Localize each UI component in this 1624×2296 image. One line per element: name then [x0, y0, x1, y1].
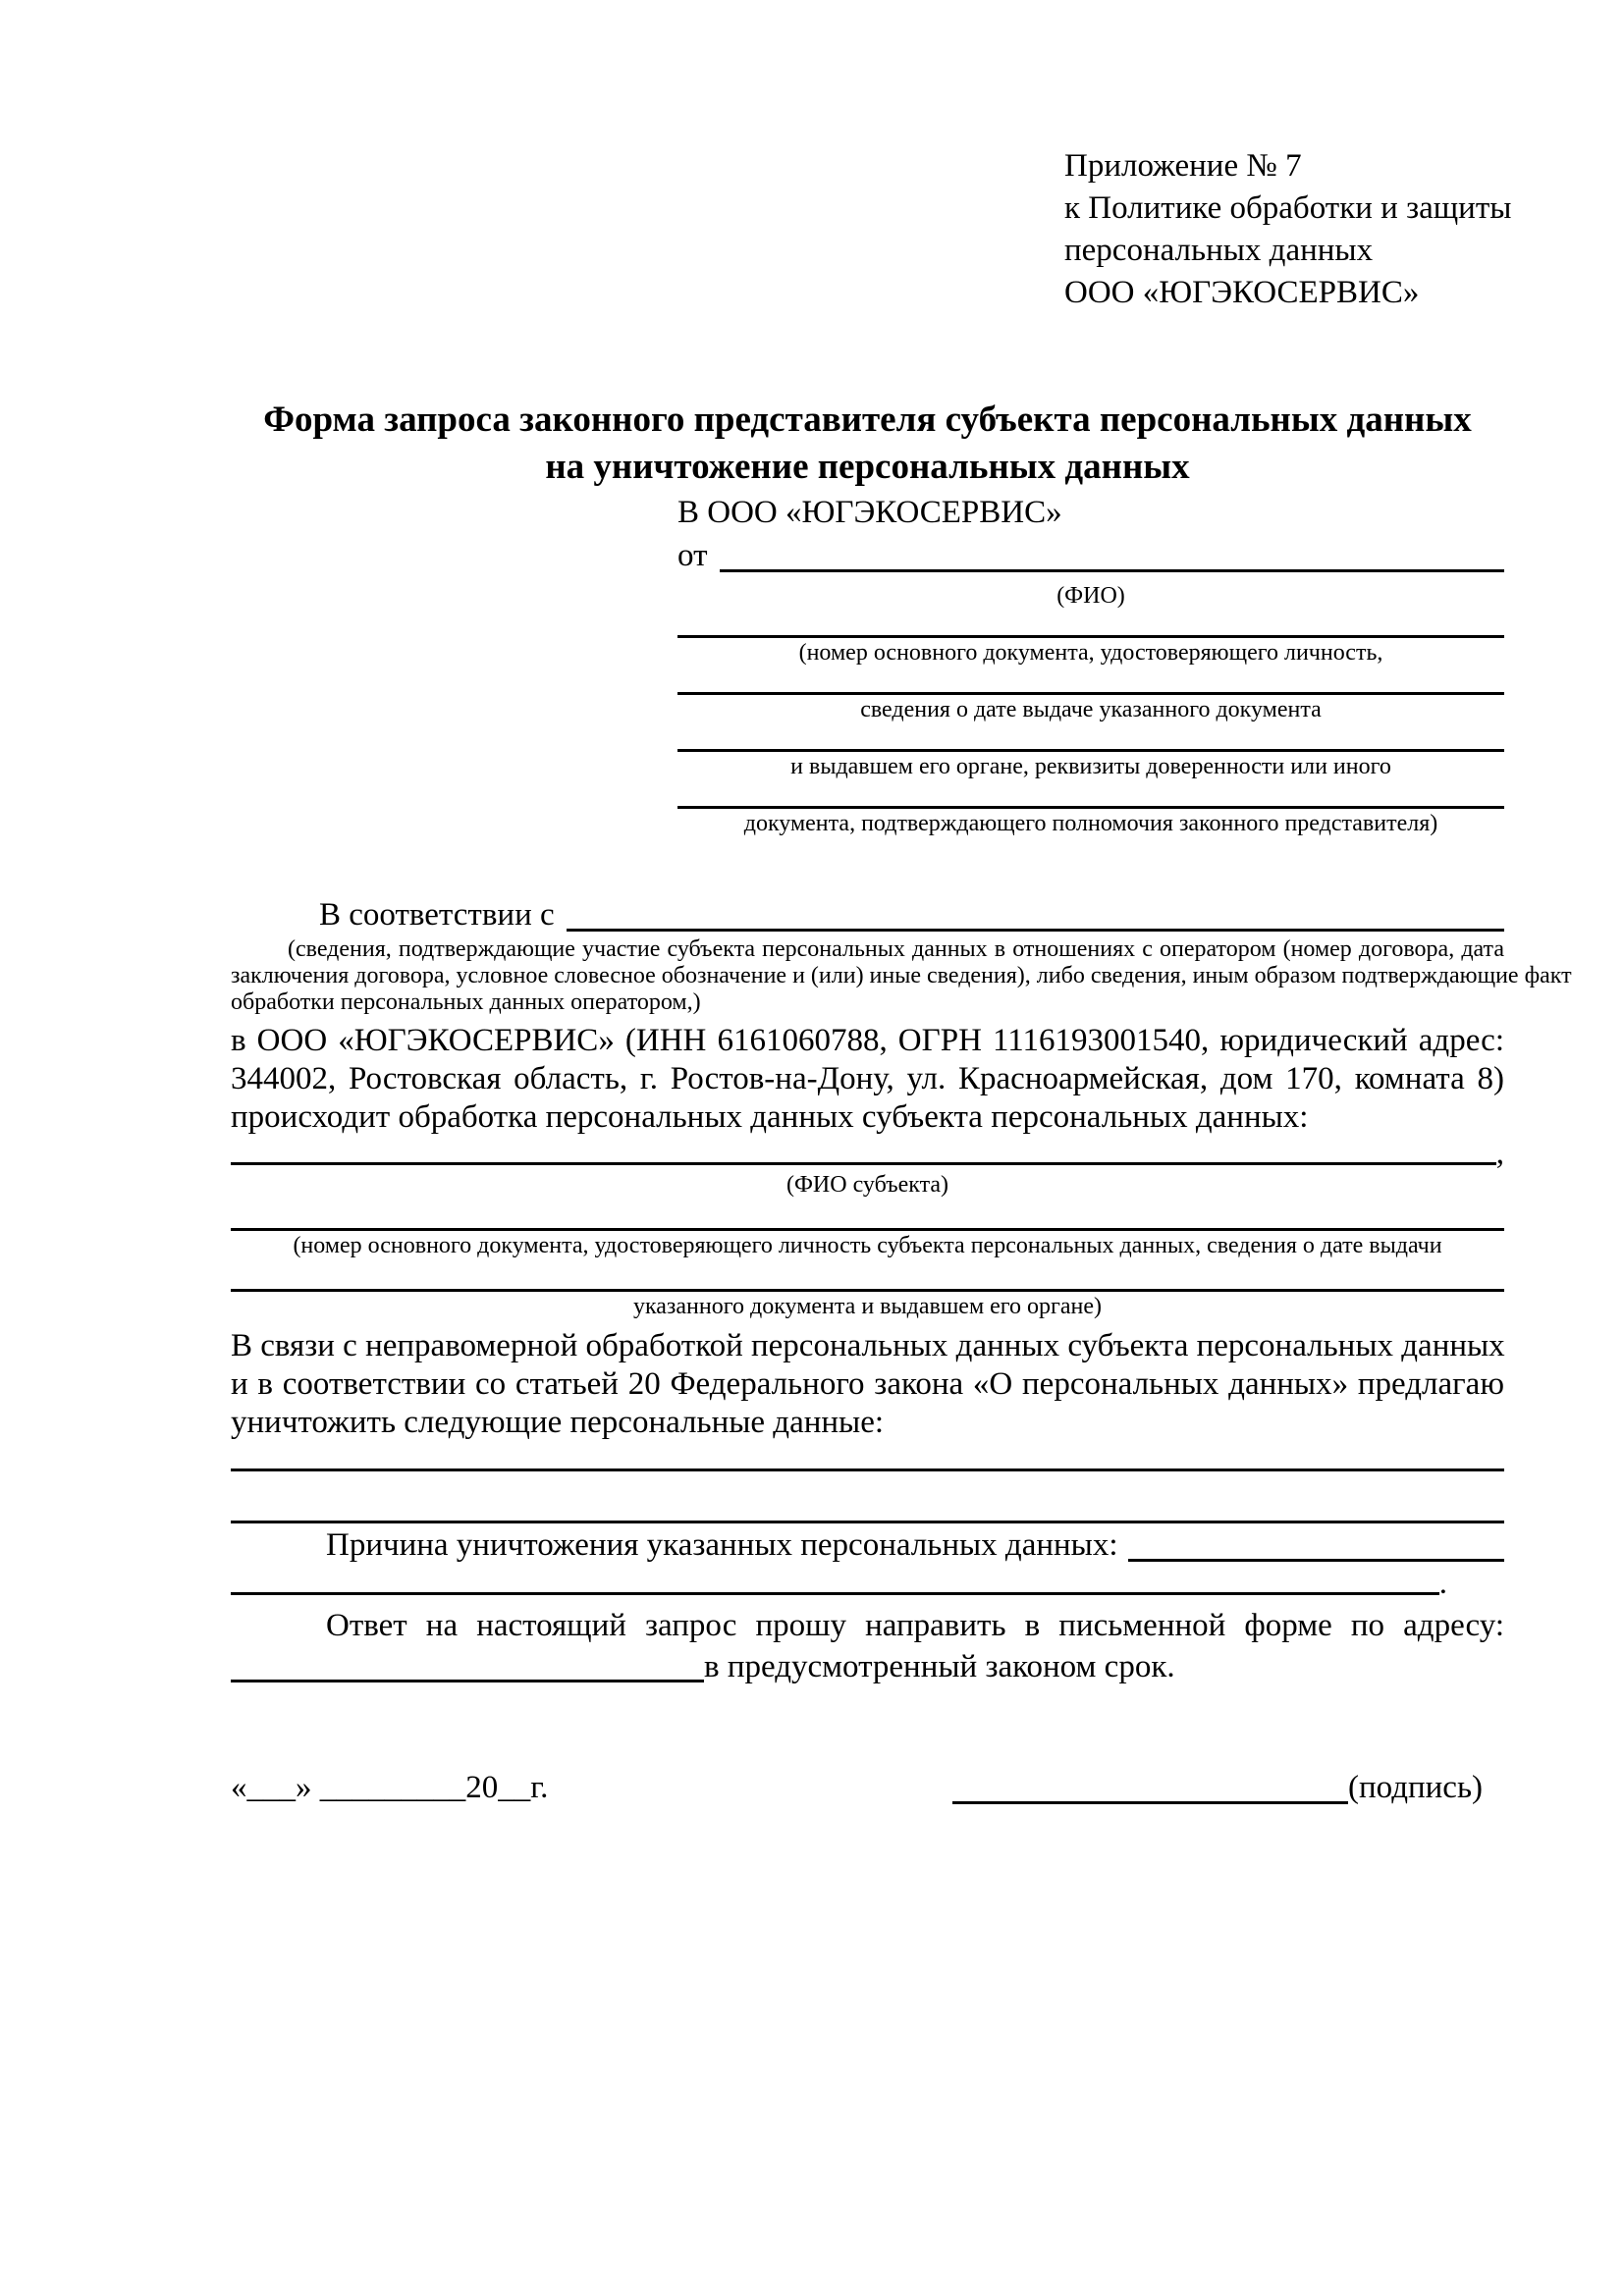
date-line: «___» _________20__г.	[231, 1770, 549, 1805]
reply-tail: в предусмотренный законом срок.	[704, 1649, 1175, 1684]
from-label: от	[677, 538, 708, 573]
blank-reason-2	[231, 1567, 1439, 1595]
blank-representative-doc-1	[677, 611, 1504, 638]
appendix-line: к Политике обработки и защиты	[1064, 190, 1512, 226]
accordance-note-line-3: обработки персональных данных оператором,)	[231, 989, 701, 1015]
subject-doc-label-1: (номер основного документа, удостоверяющего личность субъекта персональных данных, сведения о дате выдачи	[293, 1233, 1442, 1258]
signature-group	[952, 1766, 1483, 1809]
reply-lead-line: Ответ на настоящий запрос прошу направить в письменной форме по адресу:	[326, 1608, 1504, 1643]
addressee-line: В ООО «ЮГЭКОСЕРВИС»	[677, 495, 1062, 530]
demand-paragraph-line-1: В связи с неправомерной обработкой персональных данных субъекта персональных данных	[231, 1328, 1505, 1363]
demand-paragraph	[231, 1327, 1504, 1442]
reply-address-row	[231, 1646, 1504, 1687]
subject-doc-label-2: указанного документа и выдавшем его органе)	[632, 1294, 1103, 1319]
blank-accordance-basis	[567, 893, 1504, 932]
representative-doc-label-3: и выдавшем его органе, реквизиты доверенности или иного	[790, 754, 1391, 779]
blank-reason-1	[1128, 1523, 1504, 1562]
title-line-2: на уничтожение персональных данных	[545, 447, 1190, 487]
operator-paragraph-line-3: происходит обработка персональных данных субъекта персональных данных:	[231, 1099, 1309, 1135]
demand-paragraph-line-2: и в соответствии со статьей 20 Федерального закона «О персональных данных» предлагаю	[231, 1366, 1504, 1402]
reason-continued-row	[231, 1567, 1504, 1600]
demand-paragraph-line-3: уничтожить следующие персональные данные:	[231, 1405, 885, 1440]
operator-paragraph-line-2: 344002, Ростовская область, г. Ростов-на-Дону, ул. Красноармейская, дом 170, комната 8)	[231, 1061, 1504, 1096]
subject-fio-label: (ФИО субъекта)	[785, 1172, 949, 1198]
reason-lead: Причина уничтожения указанных персональных данных:	[326, 1527, 1118, 1563]
period-after-reason: .	[1438, 1566, 1447, 1601]
signature-label: (подпись)	[1348, 1770, 1483, 1805]
blank-data-to-destroy-2	[231, 1471, 1504, 1523]
subject-fio-row	[231, 1137, 1504, 1170]
appendix-block	[1064, 145, 1512, 314]
representative-doc-label-1: (номер основного документа, удостоверяющего личность,	[798, 640, 1383, 666]
from-row	[677, 534, 1504, 577]
representative-doc-label-4: документа, подтверждающего полномочия законного представителя)	[743, 811, 1438, 836]
blank-subject-fio	[231, 1137, 1496, 1165]
blank-representative-doc-4	[677, 781, 1504, 809]
blank-data-to-destroy-1	[231, 1442, 1504, 1471]
appendix-line: Приложение № 7	[1064, 148, 1302, 184]
appendix-line: персональных данных	[1064, 233, 1374, 268]
signature-row	[231, 1766, 1504, 1809]
operator-paragraph	[231, 1022, 1504, 1137]
blank-representative-fio	[720, 534, 1505, 572]
reason-row	[231, 1523, 1504, 1567]
comma-after-subject-fio: ,	[1495, 1136, 1504, 1171]
blank-representative-doc-3	[677, 724, 1504, 752]
accordance-row	[231, 893, 1504, 936]
title-line-1: Форма запроса законного представителя субъекта персональных данных	[263, 400, 1472, 440]
accordance-note-line-1: (сведения, подтверждающие участие субъекта персональных данных в отношениях с оператором (номер договора, дата	[288, 936, 1504, 962]
appendix-line: ООО «ЮГЭКОСЕРВИС»	[1064, 275, 1420, 310]
fio-label: (ФИО)	[1056, 583, 1125, 609]
operator-paragraph-line-1: в ООО «ЮГЭКОСЕРВИС» (ИНН 6161060788, ОГРН 1116193001540, юридический адрес:	[231, 1023, 1504, 1058]
document-title	[231, 397, 1504, 491]
accordance-note	[231, 936, 1572, 1016]
representative-doc-label-2: сведения о дате выдаче указанного документа	[860, 697, 1322, 722]
blank-signature	[952, 1766, 1348, 1804]
blank-subject-doc-1	[231, 1200, 1504, 1231]
blank-subject-doc-2	[231, 1260, 1504, 1292]
accordance-lead: В соответствии с	[319, 897, 555, 933]
accordance-note-line-2: заключения договора, условное словесное обозначение и (или) иные сведения), либо сведения, иным образом подтверждающие факт	[231, 963, 1572, 988]
blank-reply-address	[231, 1646, 704, 1682]
blank-representative-doc-2	[677, 667, 1504, 695]
addressee-block	[677, 491, 1504, 838]
